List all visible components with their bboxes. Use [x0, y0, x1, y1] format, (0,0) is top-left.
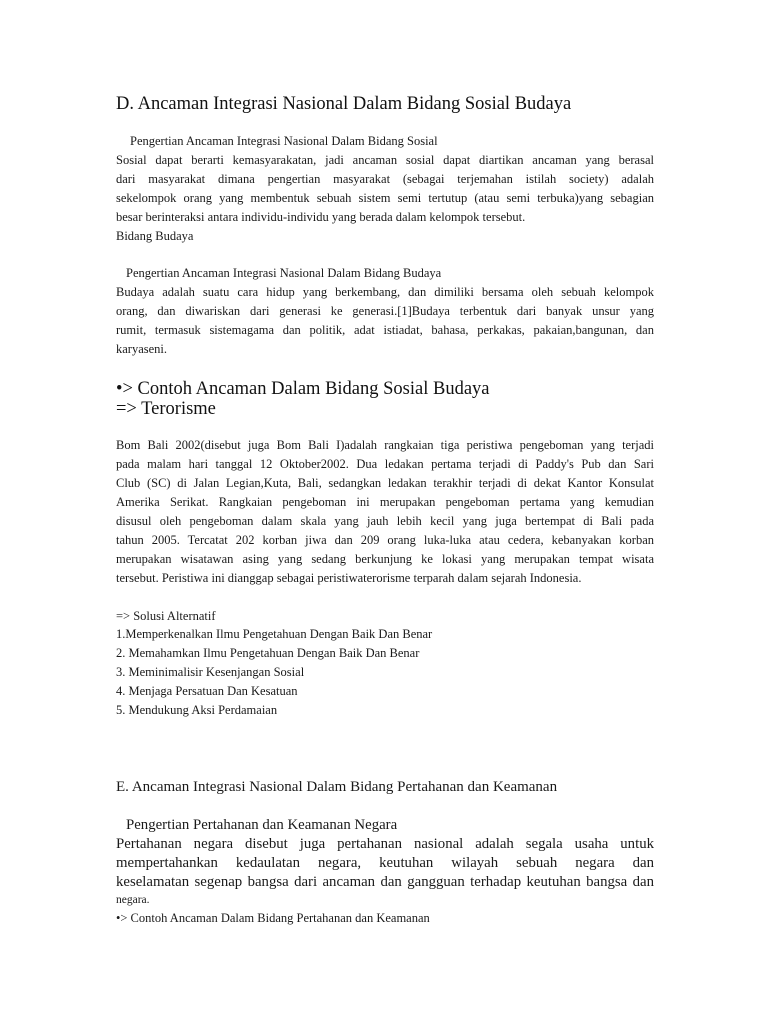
solusi-item: 2. Memahamkan Ilmu Pengetahuan Dengan Baik Dan Benar: [116, 646, 420, 660]
bom-bali-line: disusul oleh pengeboman dalam skala yang jauh lebih kecil yang juga bertempat di Bali pada: [116, 514, 654, 528]
sosial-paragraph-line: sekelompok orang yang membentuk sebuah sistem semi tertutup (atau semi terbuka)yang sebagian: [116, 191, 654, 205]
solusi-heading: => Solusi Alternatif: [116, 609, 216, 623]
sosial-paragraph-line: Sosial dapat berarti kemasyarakatan, jadi ancaman sosial dapat diartikan ancaman yang berasal: [116, 153, 654, 167]
budaya-paragraph-line: Budaya adalah suatu cara hidup yang berkembang, dan dimiliki bersama oleh sebuah kelompok: [116, 285, 654, 299]
budaya-paragraph-line: karyaseni.: [116, 342, 168, 356]
bom-bali-line: Club (SC) di Jalan Legian,Kuta, Bali, sedangkan ledakan terakhir terjadi di dekat Kantor Konsulat: [116, 476, 654, 490]
bom-bali-line: tersebut. Peristiwa ini dianggap sebagai peristiwaterorisme terparah dalam sejarah Indonesia.: [116, 571, 582, 585]
solusi-item: 3. Meminimalisir Kesenjangan Sosial: [116, 665, 305, 679]
contoh-sosial-budaya-heading: •> Contoh Ancaman Dalam Bidang Sosial Budaya: [116, 379, 490, 399]
sosial-paragraph-line: besar berinteraksi antara individu-individu yang berada dalam kelompok tersebut.: [116, 210, 526, 224]
bom-bali-line: merupakan wisatawan asing yang sedang berkunjung ke lokasi yang merupakan tempat wisata: [116, 552, 654, 566]
budaya-subtitle: Pengertian Ancaman Integrasi Nasional Dalam Bidang Budaya: [126, 266, 442, 280]
section-e-title: E. Ancaman Integrasi Nasional Dalam Bidang Pertahanan dan Keamanan: [116, 779, 558, 795]
bom-bali-line: Bom Bali 2002(disebut juga Bom Bali I)adalah rangkaian tiga peristiwa pengeboman yang terjadi: [116, 438, 654, 452]
budaya-paragraph-line: orang, dan diwariskan dari generasi ke generasi.[1]Budaya terbentuk dari banyak unsur yang: [116, 304, 654, 318]
bom-bali-line: tahun 2005. Tercatat 202 korban jiwa dan 209 orang luka-luka atau cedera, kebanyakan korban: [116, 533, 654, 547]
pertahanan-subtitle: Pengertian Pertahanan dan Keamanan Negara: [126, 817, 398, 833]
pertahanan-paragraph-line: keselamatan segenap bangsa dari ancaman dan gangguan terhadap keutuhan bangsa dan: [116, 874, 654, 890]
pertahanan-paragraph-line: Pertahanan negara disebut juga pertahanan nasional adalah segala usaha untuk: [116, 836, 654, 852]
budaya-paragraph-line: rumit, termasuk sistemagama dan politik, adat istiadat, bahasa, perkakas, pakaian,bangunan, dan: [116, 323, 654, 337]
sosial-subtitle: Pengertian Ancaman Integrasi Nasional Dalam Bidang Sosial: [130, 134, 438, 148]
bom-bali-line: pada malam hari tanggal 12 Oktober2002. Dua ledakan pertama terjadi di Paddy's Pub dan Sari: [116, 457, 654, 471]
contoh-pertahanan-heading: •> Contoh Ancaman Dalam Bidang Pertahanan dan Keamanan: [116, 911, 430, 925]
pertahanan-paragraph-line: mempertahankan kedaulatan negara, keutuhan wilayah sebuah negara dan: [116, 855, 654, 871]
solusi-item: 1.Memperkenalkan Ilmu Pengetahuan Dengan Baik Dan Benar: [116, 627, 433, 641]
bidang-budaya-label: Bidang Budaya: [116, 229, 194, 243]
solusi-item: 4. Menjaga Persatuan Dan Kesatuan: [116, 684, 298, 698]
pertahanan-paragraph-line: negara.: [116, 894, 150, 906]
solusi-item: 5. Mendukung Aksi Perdamaian: [116, 703, 278, 717]
terorisme-heading: => Terorisme: [116, 399, 216, 419]
section-d-title: D. Ancaman Integrasi Nasional Dalam Bidang Sosial Budaya: [116, 94, 572, 114]
sosial-paragraph-line: dari masyarakat dimana pengertian masyarakat (sebagai terjemahan istilah society) adalah: [116, 172, 654, 186]
bom-bali-line: Amerika Serikat. Rangkaian pengeboman ini merupakan pengeboman pertama yang kemudian: [116, 495, 654, 509]
